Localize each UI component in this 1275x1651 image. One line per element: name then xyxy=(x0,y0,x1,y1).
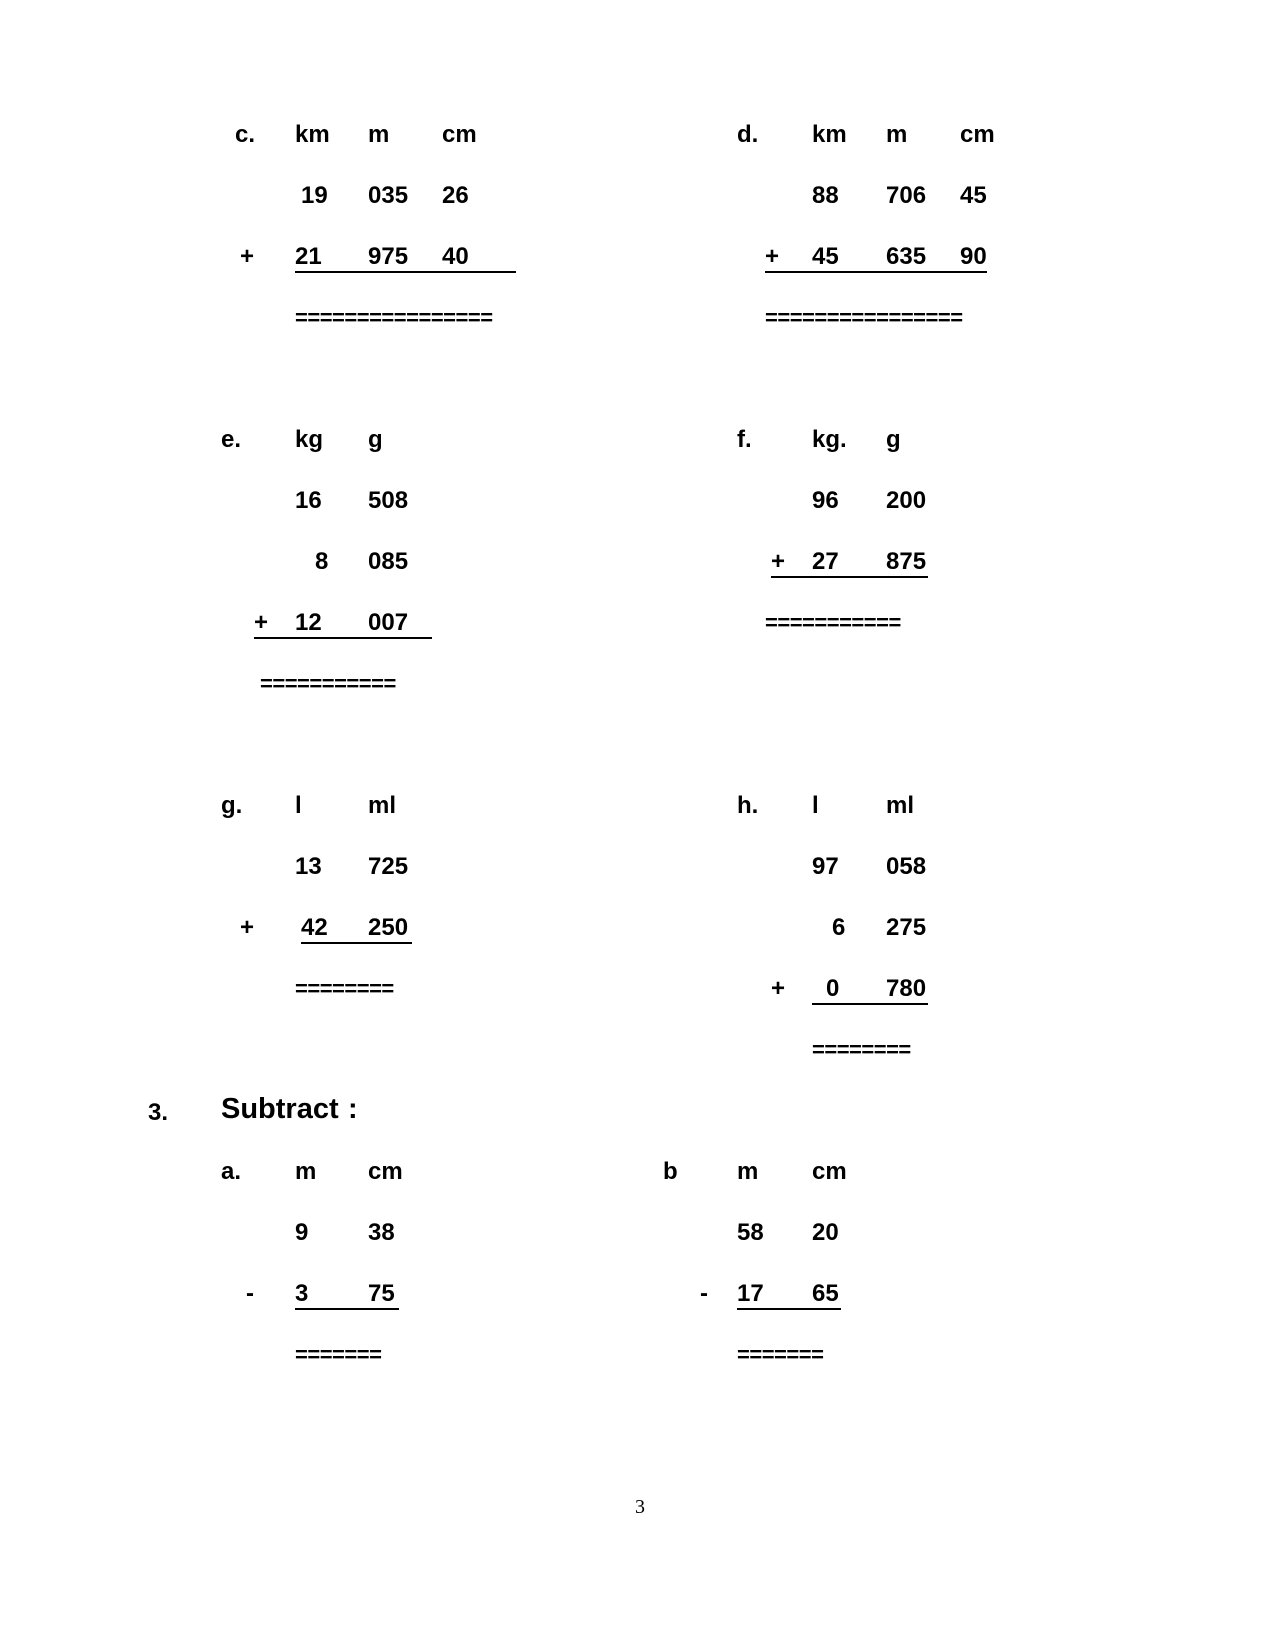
problem-label: g. xyxy=(221,792,243,819)
unit-header-ml: ml xyxy=(368,792,397,819)
page-number: 3 xyxy=(635,1496,645,1518)
value: 16 xyxy=(295,487,322,514)
unit-header-km: km xyxy=(812,121,847,148)
double-line: ======== xyxy=(295,976,394,1001)
unit-header-cm: cm xyxy=(812,1158,847,1185)
value: 20 xyxy=(812,1219,839,1246)
section-title: Subtract xyxy=(221,1093,339,1125)
unit-header-cm: cm xyxy=(442,121,477,148)
value: 96 xyxy=(812,487,839,514)
value: 635 xyxy=(886,243,927,270)
value: 035 xyxy=(368,182,409,209)
plus-operator: + xyxy=(254,609,269,636)
value: 085 xyxy=(368,548,409,575)
double-line: ================ xyxy=(295,305,493,330)
unit-header-ml: ml xyxy=(886,792,915,819)
value: 19 xyxy=(301,182,328,209)
sum-underline xyxy=(301,942,412,944)
value: 42 xyxy=(301,914,328,941)
unit-header-g: g xyxy=(886,426,901,453)
value: 90 xyxy=(960,243,987,270)
minus-operator: - xyxy=(700,1280,708,1307)
value: 17 xyxy=(737,1280,764,1307)
unit-header-cm: cm xyxy=(368,1158,403,1185)
unit-header-cm: cm xyxy=(960,121,995,148)
value: 275 xyxy=(886,914,927,941)
double-line: ======== xyxy=(812,1037,911,1062)
difference-underline xyxy=(737,1308,841,1310)
problem-label: e. xyxy=(221,426,242,453)
value: 88 xyxy=(812,182,839,209)
value: 75 xyxy=(368,1280,395,1307)
value: 3 xyxy=(295,1280,309,1307)
value: 058 xyxy=(886,853,927,880)
value: 45 xyxy=(960,182,987,209)
plus-operator: + xyxy=(240,914,255,941)
value: 9 xyxy=(295,1219,309,1246)
double-line: ======= xyxy=(737,1342,824,1367)
sum-underline xyxy=(765,271,987,273)
problem-label: b xyxy=(663,1158,678,1185)
double-line: ======= xyxy=(295,1342,382,1367)
value: 21 xyxy=(295,243,322,270)
value: 250 xyxy=(368,914,409,941)
plus-operator: + xyxy=(771,548,786,575)
unit-header-l: l xyxy=(295,792,302,819)
unit-header-m: m xyxy=(368,121,390,148)
unit-header-km: km xyxy=(295,121,330,148)
problem-label: f. xyxy=(737,426,752,453)
value: 6 xyxy=(832,914,846,941)
plus-operator: + xyxy=(765,243,780,270)
problem-label: a. xyxy=(221,1158,242,1185)
unit-header-m: m xyxy=(886,121,908,148)
value: 780 xyxy=(886,975,927,1002)
unit-header-kg: kg. xyxy=(812,426,847,453)
value: 8 xyxy=(315,548,329,575)
problem-label: d. xyxy=(737,121,759,148)
value: 725 xyxy=(368,853,409,880)
sum-underline xyxy=(254,637,432,639)
section-title-colon: : xyxy=(348,1093,358,1125)
plus-operator: + xyxy=(771,975,786,1002)
value: 975 xyxy=(368,243,409,270)
double-line: =========== xyxy=(260,671,396,696)
unit-header-g: g xyxy=(368,426,383,453)
value: 13 xyxy=(295,853,322,880)
minus-operator: - xyxy=(246,1280,254,1307)
value: 200 xyxy=(886,487,927,514)
sum-underline xyxy=(295,271,516,273)
value: 007 xyxy=(368,609,409,636)
plus-operator: + xyxy=(240,243,255,270)
value: 58 xyxy=(737,1219,764,1246)
value: 508 xyxy=(368,487,409,514)
value: 26 xyxy=(442,182,469,209)
unit-header-m: m xyxy=(295,1158,317,1185)
double-line: =========== xyxy=(765,610,901,635)
value: 27 xyxy=(812,548,839,575)
value: 875 xyxy=(886,548,927,575)
problem-label: h. xyxy=(737,792,759,819)
value: 40 xyxy=(442,243,469,270)
unit-header-m: m xyxy=(737,1158,759,1185)
section-number: 3. xyxy=(148,1099,169,1126)
value: 45 xyxy=(812,243,839,270)
value: 65 xyxy=(812,1280,839,1307)
unit-header-l: l xyxy=(812,792,819,819)
sum-underline xyxy=(812,1003,928,1005)
value: 97 xyxy=(812,853,839,880)
value: 706 xyxy=(886,182,927,209)
value: 12 xyxy=(295,609,322,636)
value: 0 xyxy=(826,975,840,1002)
problem-label: c. xyxy=(235,121,256,148)
double-line: ================ xyxy=(765,305,963,330)
sum-underline xyxy=(771,576,928,578)
unit-header-kg: kg xyxy=(295,426,324,453)
difference-underline xyxy=(295,1308,399,1310)
value: 38 xyxy=(368,1219,395,1246)
